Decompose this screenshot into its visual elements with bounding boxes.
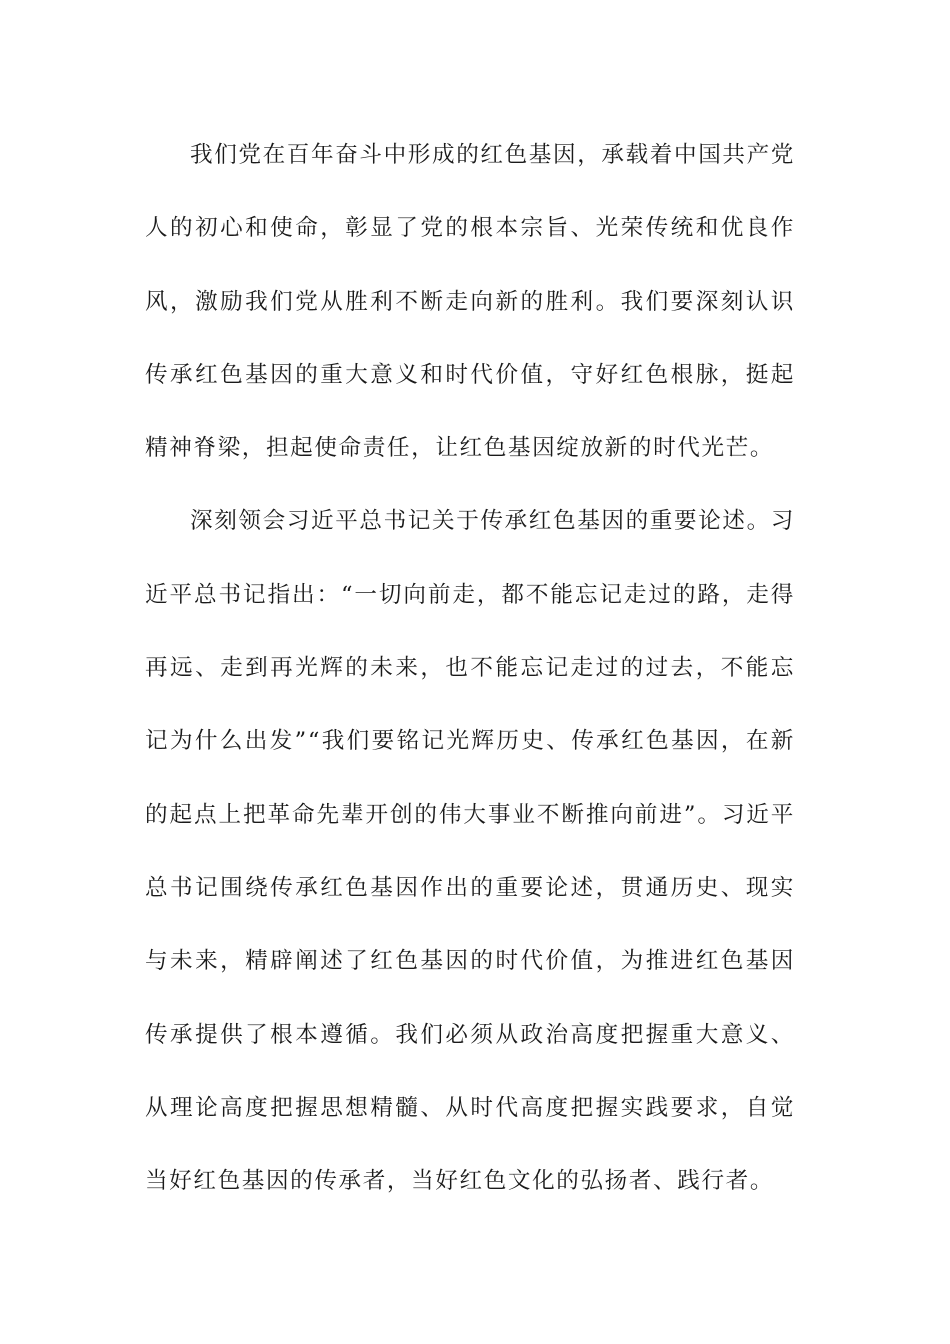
paragraph-1: 我们党在百年奋斗中形成的红色基因，承载着中国共产党人的初心和使命，彰显了党的根本宗旨、光荣传统和优良作风，激励我们党从胜利不断走向新的胜利。我们要深刻认识传承红色基因的重大意义和时代价值，守好红色根脉，挺起精神脊梁，担起使命责任，让红色基因绽放新的时代光芒。: [145, 142, 795, 462]
paragraph-2: 深刻领会习近平总书记关于传承红色基因的重要论述。习近平总书记指出：“一切向前走，都不能忘记走过的路，走得再远、走到再光辉的未来，也不能忘记走过的过去，不能忘记为什么出发”“我们要铭记光辉历史、传承红色基因，在新的起点上把革命先辈开创的伟大事业不断推向前进”。习近平总书记围绕传承红色基因作出的重要论述，贯通历史、现实与未来，精辟阐述了红色基因的时代价值，为推进红色基因传承提供了根本遵循。我们必须从政治高度把握重大意义、从理论高度把握思想精髓、从时代高度把握实践要求，自觉当好红色基因的传承者，当好红色文化的弘扬者、践行者。: [145, 508, 795, 1195]
document-page: [145, 119, 795, 1218]
